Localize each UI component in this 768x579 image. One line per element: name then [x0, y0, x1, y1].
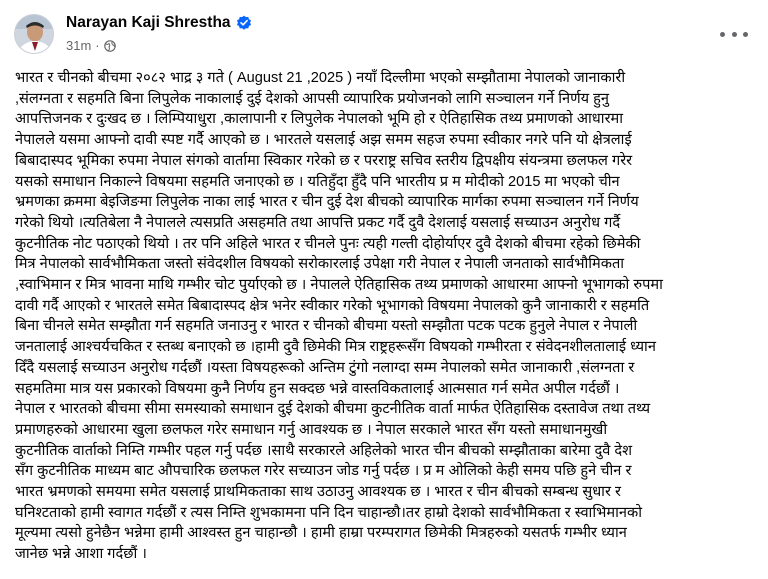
post-text-line: भारत भ्रमणको समयमा समेत यसलाई प्राथमिकताका साथ उठाउनु आवश्यक छ । भारत र चीन बीचको सम्बन्ध सुधार र — [15, 484, 621, 501]
post-text-line: नेपाल र भारतको बीचमा सीमा समस्याको समाधान दुई देशको बीचमा कुटनीतिक वार्ता मार्फत ऐतिहासिक दस्तावेज तथा तथ्य — [15, 401, 651, 418]
post-text-line: आपत्तिजनक र दुःखद छ । लिम्पियाधुरा ,कालापानी र लिपुलेक नेपालको भूमि हो र ऐतिहासिक तथ्य प्रमाणको आधारमा — [15, 111, 624, 128]
post-text-line: सँग कुटनीतिक माध्यम बाट औपचारिक छलफल गरेर सच्याउन जोड गर्नु पर्दछ । प्र म ओलिको केही समय पछि हुने चीन र — [15, 463, 632, 480]
meta-separator: · — [95, 38, 100, 53]
post-text-line: कुटनीतिक वार्ताको निम्ति गम्भीर पहल गर्नु पर्दछ ।साथै सरकारले अहिलेको भारत चीन बीचको सम्झौताका बारेमा दुवै देश — [15, 442, 633, 459]
post-meta — [66, 38, 116, 53]
post-text-line: मूल्यमा त्यसो हुनेछैन भन्नेमा हामी आश्वस्त हुन चाहान्छौ । हामी हाम्रा परम्परागत छिमेकी मित्रहरुको यसतर्फ गम्भीर ध्यान — [15, 525, 627, 542]
author-name[interactable]: Narayan Kaji Shrestha — [66, 14, 231, 31]
post-text-line: दिँदै यसलाई सच्याउन अनुरोध गर्दछौं ।यस्ता विषयहरूको अन्तिम टुंगो नलाग्दा सम्म नेपालको समेत जानाकारी ,संलग्नता र — [15, 359, 635, 376]
post-header — [0, 0, 768, 68]
post-body — [15, 68, 759, 565]
post-text-line: सहमतिमा मात्र यस प्रकारको विषयमा कुनै निर्णय हुन सक्दछ भन्ने वास्तविकतालाई आत्मसात गर्न समेत अपील गर्दछौं । — [15, 380, 620, 397]
post-text-line: प्रमाणहरुको आधारमा खुला छलफल गरेर समाधान गर्नु आवश्यक छ । नेपाल सरकाले भारत सँग यस्तो समाधानमुखी — [15, 421, 608, 438]
post-text-line: जनतालाई आश्चर्यचकित र स्तब्ध बनाएको छ ।हामी दुवै छिमेकी मित्र राष्ट्रहरूसँग विषयको गम्भीरता र संवेदनशीलतालाई ध्यान — [15, 339, 656, 356]
post-text-line: ,स्वाभिमान र मित्र भावना माथि गम्भीर चोट पुर्याएको छ । नेपालले ऐतिहासिक तथ्य प्रमाणको आधारमा आफ्नो भूभागको रुपमा — [15, 277, 663, 294]
post-text-line: बिना चीनले समेत सम्झौता गर्न सहमति जनाउनु र भारत र चीनको बीचमा यस्तो सम्झौता पटक पटक हुनुले नेपाल र नेपाली — [15, 318, 638, 335]
avatar-image — [15, 15, 54, 54]
post-text-line: जानेछ भन्ने आशा गर्दछौं । — [15, 546, 147, 563]
post-text-line: नेपालले यसमा आफ्नो दावी स्पष्ट गर्दै आएको छ । भारतले यसलाई अझ समम सहज रुपमा स्वीकार नगरे पनि यो क्षेत्रलाई — [15, 132, 632, 149]
post-text-line: यसको समाधान निकाल्ने विषयमा सहमति जनाएको छ । यतिहुँदा हुँदै पनि भारतीय प्र म मोदीको 2015 मा भएको चीन — [15, 173, 620, 190]
globe-icon[interactable] — [104, 40, 116, 52]
post-text-line: गरेको थियो ।त्यतिबेला नै नेपालले त्यसप्रति असहमति तथा आपत्ति प्रकट गर्दै दुवै देशलाई यसलाई सच्याउन अनुरोध गर्दै — [15, 214, 621, 231]
avatar[interactable] — [14, 14, 54, 54]
post-text-line: भारत र चीनको बीचमा २०८२ भाद्र ३ गते ( August 21 ,2025 ) नयाँ दिल्लीमा भएको सम्झौतामा नेपालको जानाकारी — [15, 70, 626, 86]
post-text-line: घनिश्टताको हामी स्वागत गर्दछौं र त्यस निम्ति शुभकामना पनि दिन चाहान्छौ।तर हाम्रो देशको सार्वभौमिकता र स्वाभिमानको — [15, 504, 642, 521]
more-options-icon[interactable] — [720, 24, 748, 44]
post-text-line: कुटनीतिक नोट पठाएको थियो । तर पनि अहिले भारत र चीनले पुनः त्यही गल्ती दोहोर्याएर दुवै देशको बीचमा रहेको छिमेकी — [15, 235, 641, 252]
post-text-line: मित्र नेपालको सार्वभौमिकता जस्तो संवेदशील विषयको सरोकारलाई उपेक्षा गरी नेपाल र नेपाली जनताको सार्वभौमिकता — [15, 256, 625, 273]
post-text-line: दावी गर्दै आएको र भारतले समेत बिबादास्पद क्षेत्र भनेर स्वीकार गरेको भूभागको विषयमा नेपालको कुनै जानाकारी र सहमति — [15, 297, 650, 314]
post-timestamp[interactable]: 31m — [66, 38, 92, 53]
post-text-line: भ्रमणका क्रममा बेइजिङमा लिपुलेक नाका लाई भारत र चीन दुई देश बीचको व्यापारिक मार्गका रुपमा सञ्चालन गर्ने निर्णय — [15, 194, 639, 211]
author-row — [66, 14, 252, 32]
post-text-line: ,संलग्नता र सहमति बिना लिपुलेक नाकालाई दुई देशको आपसी व्यापारिक प्रयोजनको लागि सञ्चालन गर्ने निर्णय हुनु — [15, 90, 610, 107]
verified-badge-icon — [236, 15, 252, 31]
post-text-line: बिबादास्पद भूमिका रुपमा नेपाल संगको वार्तामा स्विकार गरेको छ र परराष्ट्र सचिव स्तरीय द्विपक्षीय संयन्त्रमा छलफल गरेर — [15, 152, 633, 169]
